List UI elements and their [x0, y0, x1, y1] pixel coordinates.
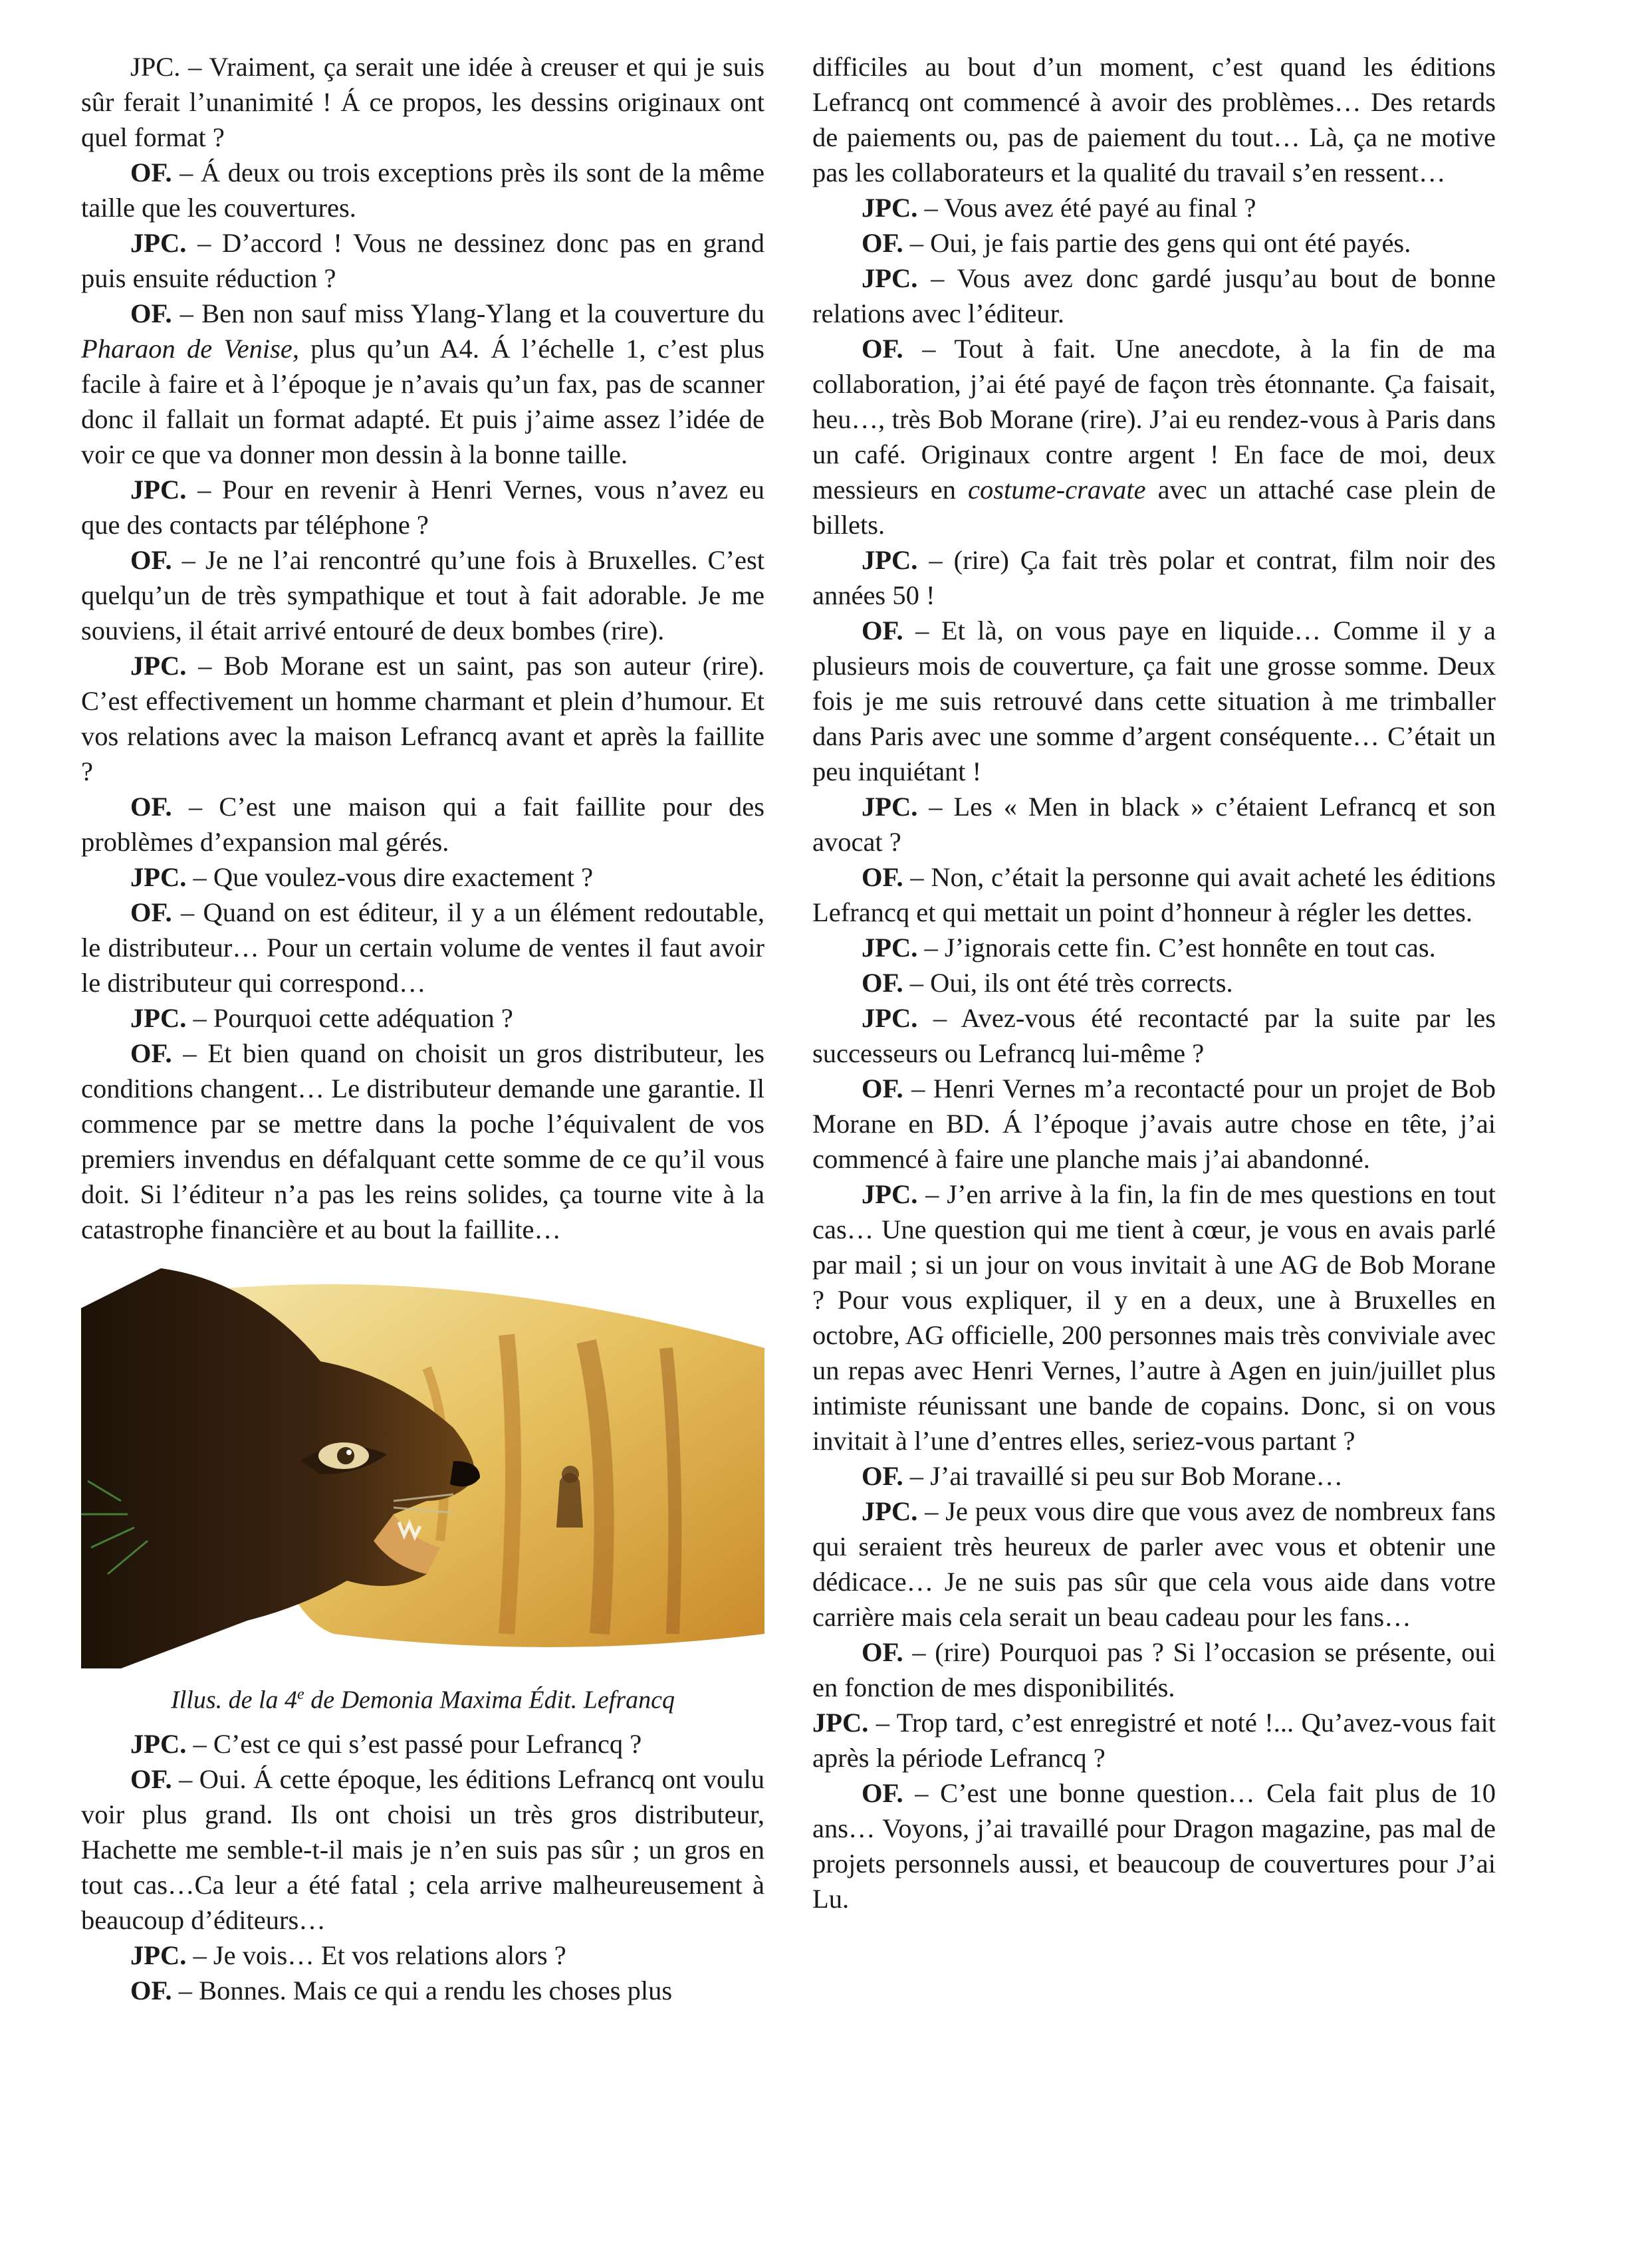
- speaker-label: JPC.: [130, 862, 187, 892]
- interview-paragraph: [812, 1458, 1496, 1494]
- interview-paragraph: [81, 542, 764, 648]
- right-column: [812, 49, 1496, 1916]
- paragraph-text: – Trop tard, c’est enregistré et noté !... Qu’avez-vous fait après la période Lefrancq ?: [812, 1708, 1496, 1773]
- speaker-label: OF.: [130, 1038, 172, 1068]
- interview-paragraph: [81, 648, 764, 789]
- paragraph-text: – Et là, on vous paye en liquide… Comme il y a plusieurs mois de couverture, ça fait une grosse somme. Deux fois je me suis retrouvé dans cette situation à me trimballer dans Paris avec une somme d’argent conséquente… C’était un peu inquiétant !: [812, 616, 1496, 786]
- speaker-label: OF.: [862, 1637, 903, 1667]
- speaker-label: OF.: [862, 616, 903, 645]
- paragraph-text: – Je vois… Et vos relations alors ?: [186, 1940, 566, 1970]
- paragraph-text: – (rire) Pourquoi pas ? Si l’occasion se présente, oui en fonction de mes disponibilités.: [812, 1637, 1496, 1702]
- paragraph-text: – (rire) Ça fait très polar et contrat, film noir des années 50 !: [812, 545, 1496, 610]
- speaker-label: JPC.: [812, 1708, 869, 1738]
- speaker-label: OF.: [862, 1778, 903, 1808]
- figure-caption: Illus. de la 4e de Demonia Maxima Édit. Lefrancq: [171, 1686, 675, 1714]
- interview-paragraph: [812, 1635, 1496, 1705]
- interview-paragraph: [812, 1705, 1496, 1775]
- paragraph-text: – Ben non sauf miss Ylang-Ylang et la couverture du: [172, 298, 764, 328]
- paragraph-text: plus qu’un A4. Á l’échelle 1, c’est plus facile à faire et à l’époque je n’avais qu’un fax, pas de scanner donc il fallait un format adapté. Et puis j’aime assez l’idée de voir ce que va donner mon dessin à la bonne taille.: [81, 334, 764, 469]
- interview-paragraph: [812, 542, 1496, 613]
- speaker-label: OF.: [862, 968, 903, 998]
- speaker-label: JPC.: [862, 1003, 918, 1033]
- interview-paragraph: [81, 1938, 764, 1973]
- paragraph-text: – Henri Vernes m’a recontacté pour un projet de Bob Morane en BD. Á l’époque j’avais autre chose en tête, j’ai commencé à faire une planche mais j’ai abandonné.: [812, 1074, 1496, 1174]
- speaker-label: JPC.: [862, 1496, 918, 1526]
- speaker-label: JPC.: [862, 933, 918, 963]
- interview-paragraph: [812, 613, 1496, 789]
- interview-paragraph: [812, 1775, 1496, 1916]
- paragraph-text: – Non, c’était la personne qui avait acheté les éditions Lefrancq et qui mettait un point d’honneur à régler les dettes.: [812, 862, 1496, 927]
- paragraph-text: – Vous avez été payé au final ?: [917, 193, 1256, 223]
- paragraph-text: – C’est une bonne question… Cela fait plus de 10 ans… Voyons, j’ai travaillé pour Dragon magazine, pas mal de projets personnels aussi, et beaucoup de couvertures pour J’ai Lu.: [812, 1778, 1496, 1914]
- paragraph-text: – Pourquoi cette adéquation ?: [186, 1003, 513, 1033]
- paragraph-text: – Que voulez-vous dire exactement ?: [186, 862, 594, 892]
- speaker-label: JPC.: [130, 228, 187, 258]
- paragraph-text: – Je peux vous dire que vous avez de nombreux fans qui seraient très heureux de parler avec vous et obtenir une dédicace… Je ne suis pas sûr que cela vous aide dans votre carrière mais cela serait un beau cadeau pour les fans…: [812, 1496, 1496, 1632]
- speaker-label: OF.: [130, 792, 172, 822]
- interview-paragraph: [81, 1973, 764, 2008]
- interview-paragraph: [81, 472, 764, 542]
- italic-title: costume-cravate: [968, 475, 1146, 505]
- paragraph-text: – C’est une maison qui a fait faillite pour des problèmes d’expansion mal gérés.: [81, 792, 764, 857]
- interview-paragraph: [812, 1000, 1496, 1071]
- paragraph-text: JPC. – Vraiment, ça serait une idée à creuser et qui je suis sûr ferait l’unanimité ! Á ce propos, les dessins originaux ont quel format ?: [81, 52, 764, 152]
- interview-paragraph: [812, 331, 1496, 542]
- interview-paragraph: [812, 859, 1496, 930]
- italic-title: Pharaon de Venise,: [81, 334, 299, 364]
- interview-paragraph: [81, 1726, 764, 1761]
- interview-paragraph: [812, 789, 1496, 859]
- interview-paragraph: [81, 789, 764, 859]
- paragraph-text: – Je ne l’ai rencontré qu’une fois à Bruxelles. C’est quelqu’un de très sympathique et tout à fait adorable. Je me souviens, il était arrivé entouré de deux bombes (rire).: [81, 545, 764, 645]
- interview-paragraph: [81, 49, 764, 155]
- speaker-label: JPC.: [130, 651, 187, 681]
- speaker-label: JPC.: [862, 792, 918, 822]
- speaker-label: JPC.: [130, 1728, 187, 1759]
- interview-paragraph: [812, 1177, 1496, 1458]
- paragraph-text: – Oui, ils ont été très corrects.: [903, 968, 1233, 998]
- interview-paragraph: [812, 49, 1496, 190]
- paragraph-text: – Oui. Á cette époque, les éditions Lefrancq ont voulu voir plus grand. Ils ont choisi un très gros distributeur, Hachette me semble-t-il mais je n’en suis pas sûr ; un gros en tout cas…Ca leur a été fatal ; cela arrive malheureusement à beaucoup d’éditeurs…: [81, 1763, 764, 1935]
- speaker-label: JPC.: [862, 545, 918, 575]
- paragraph-text: – J’en arrive à la fin, la fin de mes questions en tout cas… Une question qui me tient à cœur, je vous en avais parlé par mail ; si un jour on vous invitait à une AG de Bob Morane ? Pour vous expliquer, il y en a deux, une à Bruxelles en octobre, AG officielle, 200 personnes mais très conviviale avec un repas avec Henri Vernes, l’autre à Agen en juin/juillet plus intimiste réunissant une bande de copains. Donc, si on vous invitait à l’une d’entres elles, seriez-vous partant ?: [812, 1179, 1496, 1456]
- speaker-label: OF.: [862, 1461, 903, 1491]
- paragraph-text: – Oui, je fais partie des gens qui ont été payés.: [903, 228, 1411, 258]
- wolf-illustration: [81, 1262, 764, 1668]
- interview-paragraph: [81, 296, 764, 472]
- speaker-label: JPC.: [130, 1003, 187, 1033]
- speaker-label: OF.: [130, 158, 172, 187]
- interview-paragraph: [81, 155, 764, 225]
- paragraph-text: – Tout à fait. Une anecdote, à la fin de ma collaboration, j’ai été payé de façon très étonnante. Ça faisait, heu…, très Bob Morane (rire). J’ai eu rendez-vous à Paris dans un café. Originaux contre argent ! En face de moi, deux messieurs en: [812, 334, 1496, 505]
- paragraph-text: difficiles au bout d’un moment, c’est quand les éditions Lefrancq ont commencé à avoir des problèmes… Des retards de paiements ou, pas de paiement du tout… Là, ça ne motive pas les collaborateurs et la qualité du travail s’en ressent…: [812, 52, 1496, 187]
- left-column: [81, 49, 764, 2008]
- interview-paragraph: [81, 859, 764, 895]
- speaker-label: OF.: [130, 1763, 172, 1794]
- interview-paragraph: [81, 1036, 764, 1247]
- interview-paragraph: [812, 930, 1496, 965]
- interview-paragraph: [81, 225, 764, 296]
- paragraph-text: – Vous avez donc gardé jusqu’au bout de bonne relations avec l’éditeur.: [812, 263, 1496, 328]
- speaker-label: JPC.: [130, 475, 187, 505]
- speaker-label: OF.: [130, 545, 172, 575]
- paragraph-text: – J’ai travaillé si peu sur Bob Morane…: [903, 1461, 1344, 1491]
- paragraph-text: – Bonnes. Mais ce qui a rendu les choses plus: [172, 1975, 673, 2005]
- speaker-label: OF.: [862, 334, 903, 364]
- speaker-label: OF.: [130, 298, 172, 328]
- paragraph-text: – Pour en revenir à Henri Vernes, vous n’avez eu que des contacts par téléphone ?: [81, 475, 764, 540]
- left-column-top-text: [81, 49, 764, 1247]
- paragraph-text: – D’accord ! Vous ne dessinez donc pas en grand puis ensuite réduction ?: [81, 228, 764, 293]
- interview-paragraph: [812, 1071, 1496, 1177]
- paragraph-text: – Et bien quand on choisit un gros distributeur, les conditions changent… Le distributeur demande une garantie. Il commence par se mettre dans la poche l’équivalent de vos premiers invendus en défalquant cette somme de ce qu’il vous doit. Si l’éditeur n’a pas les reins solides, ça tourne vite à la catastrophe financière et au bout la faillite…: [81, 1038, 764, 1244]
- speaker-label: JPC.: [862, 263, 918, 293]
- paragraph-text: – J’ignorais cette fin. C’est honnête en tout cas.: [917, 933, 1436, 963]
- interview-paragraph: [81, 895, 764, 1000]
- paragraph-text: – Avez-vous été recontacté par la suite par les successeurs ou Lefrancq lui-même ?: [812, 1003, 1496, 1068]
- paragraph-text: avec un attaché case plein de billets.: [812, 475, 1496, 540]
- speaker-label: JPC.: [862, 193, 918, 223]
- paragraph-text: – Les « Men in black » c’étaient Lefrancq et son avocat ?: [812, 792, 1496, 857]
- speaker-label: JPC.: [130, 1940, 187, 1970]
- speaker-label: OF.: [862, 228, 903, 258]
- speaker-label: OF.: [130, 897, 172, 927]
- illustration-figure: [81, 1262, 764, 1717]
- paragraph-text: – Á deux ou trois exceptions près ils sont de la même taille que les couvertures.: [81, 158, 764, 223]
- paragraph-text: – C’est ce qui s’est passé pour Lefrancq ?: [186, 1728, 642, 1759]
- speaker-label: OF.: [130, 1975, 172, 2005]
- paragraph-text: – Quand on est éditeur, il y a un élément redoutable, le distributeur… Pour un certain volume de ventes il faut avoir le distributeur qui correspond…: [81, 897, 764, 998]
- interview-paragraph: [812, 261, 1496, 331]
- right-column-text: [812, 49, 1496, 1916]
- speaker-label: OF.: [862, 1074, 903, 1103]
- interview-paragraph: [812, 225, 1496, 261]
- paragraph-text: – Bob Morane est un saint, pas son auteur (rire). C’est effectivement un homme charmant et plein d’humour. Et vos relations avec la maison Lefrancq avant et après la faillite ?: [81, 651, 764, 786]
- interview-paragraph: [81, 1000, 764, 1036]
- speaker-label: JPC.: [862, 1179, 918, 1209]
- interview-paragraph: [81, 1761, 764, 1938]
- interview-paragraph: [812, 965, 1496, 1000]
- left-column-bottom-text: [81, 1726, 764, 2008]
- interview-paragraph: [812, 1494, 1496, 1635]
- interview-paragraph: [812, 190, 1496, 225]
- speaker-label: OF.: [862, 862, 903, 892]
